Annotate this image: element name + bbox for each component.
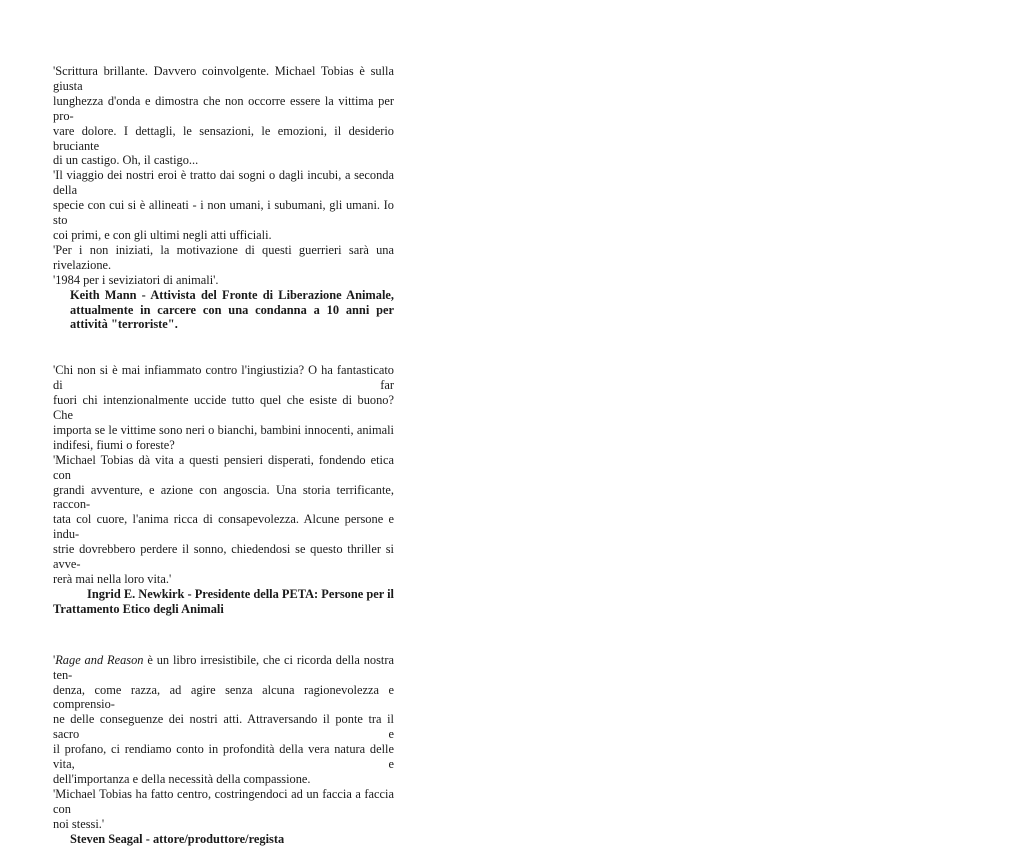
testimonial-keith-mann — [53, 64, 394, 332]
text-line: importa se le vittime sono neri o bianchi, bambini innocenti, animali — [53, 422, 394, 437]
testimonials-column — [53, 64, 394, 847]
text-line: fuori chi intenzionalmente uccide tutto quel che esiste di buono? Che — [53, 393, 394, 423]
text-line: dell'importanza e della necessità della compassione. — [53, 771, 311, 786]
text-line: coi primi, e con gli ultimi negli atti ufficiali. — [53, 227, 272, 242]
attribution-ingrid-newkirk: Ingrid E. Newkirk - Presidente della PETA: Persone per il Trattamento Etico degli Animali — [53, 586, 394, 616]
text-line — [53, 653, 394, 683]
text-line: 'Per i non iniziati, la motivazione di questi guerrieri sarà una rivelazione. — [53, 242, 394, 272]
text-line: strie dovrebbero perdere il sonno, chiedendosi se questo thriller si avve- — [53, 542, 394, 572]
attribution-steven-seagal: Steven Seagal - attore/produttore/regista — [70, 831, 285, 846]
text-line: 'Michael Tobias ha fatto centro, costringendoci ad un faccia a faccia con — [53, 786, 394, 816]
text-line: tata col cuore, l'anima ricca di consapevolezza. Alcune persone e indu- — [53, 512, 394, 542]
text-line: denza, come razza, ad agire senza alcuna ragionevolezza e comprensio- — [53, 682, 394, 712]
book-title: Rage and Reason — [55, 652, 144, 667]
text-line: specie con cui si è allineati - i non umani, i subumani, gli umani. Io sto — [53, 198, 394, 228]
text-line: lunghezza d'onda e dimostra che non occorre essere la vittima per pro- — [53, 93, 394, 123]
testimonial-text — [53, 653, 394, 832]
text-line: 'Scrittura brillante. Davvero coinvolgente. Michael Tobias è sulla giusta — [53, 64, 394, 93]
text-line: di un castigo. Oh, il castigo... — [53, 153, 199, 168]
text-fragment: è un libro irresistibile, che ci ricorda della nostra ten- — [53, 652, 394, 682]
text-line: il profano, ci rendiamo conto in profondità della vera natura delle vita, e — [53, 742, 394, 772]
text-line: noi stessi.' — [53, 816, 105, 831]
text-line: indifesi, fiumi o foreste? — [53, 437, 175, 452]
testimonial-steven-seagal — [53, 653, 394, 847]
testimonial-ingrid-newkirk — [53, 363, 394, 616]
testimonial-text — [53, 64, 394, 288]
text-line: '1984 per i seviziatori di animali'. — [53, 272, 219, 287]
text-line: 'Michael Tobias dà vita a questi pensieri disperati, fondendo etica con — [53, 452, 394, 482]
quote-mark: ' — [53, 652, 56, 667]
attribution-keith-mann: Keith Mann - Attivista del Fronte di Liberazione Animale, attualmente in carcere con una condanna a 10 anni per attività "terroriste". — [70, 287, 394, 332]
text-line: ne delle conseguenze dei nostri atti. Attraversando il ponte tra il sacro e — [53, 712, 394, 742]
testimonial-text — [53, 363, 394, 587]
text-line: 'Il viaggio dei nostri eroi è tratto dai sogni o dagli incubi, a seconda della — [53, 168, 394, 198]
text-line: 'Chi non si è mai infiammato contro l'ingiustizia? O ha fantasticato di far — [53, 363, 394, 393]
text-line: rerà mai nella loro vita.' — [53, 572, 172, 586]
text-line: grandi avventure, e azione con angoscia. Una storia terrificante, raccon- — [53, 482, 394, 512]
text-line: vare dolore. I dettagli, le sensazioni, le emozioni, il desiderio bruciante — [53, 123, 394, 153]
